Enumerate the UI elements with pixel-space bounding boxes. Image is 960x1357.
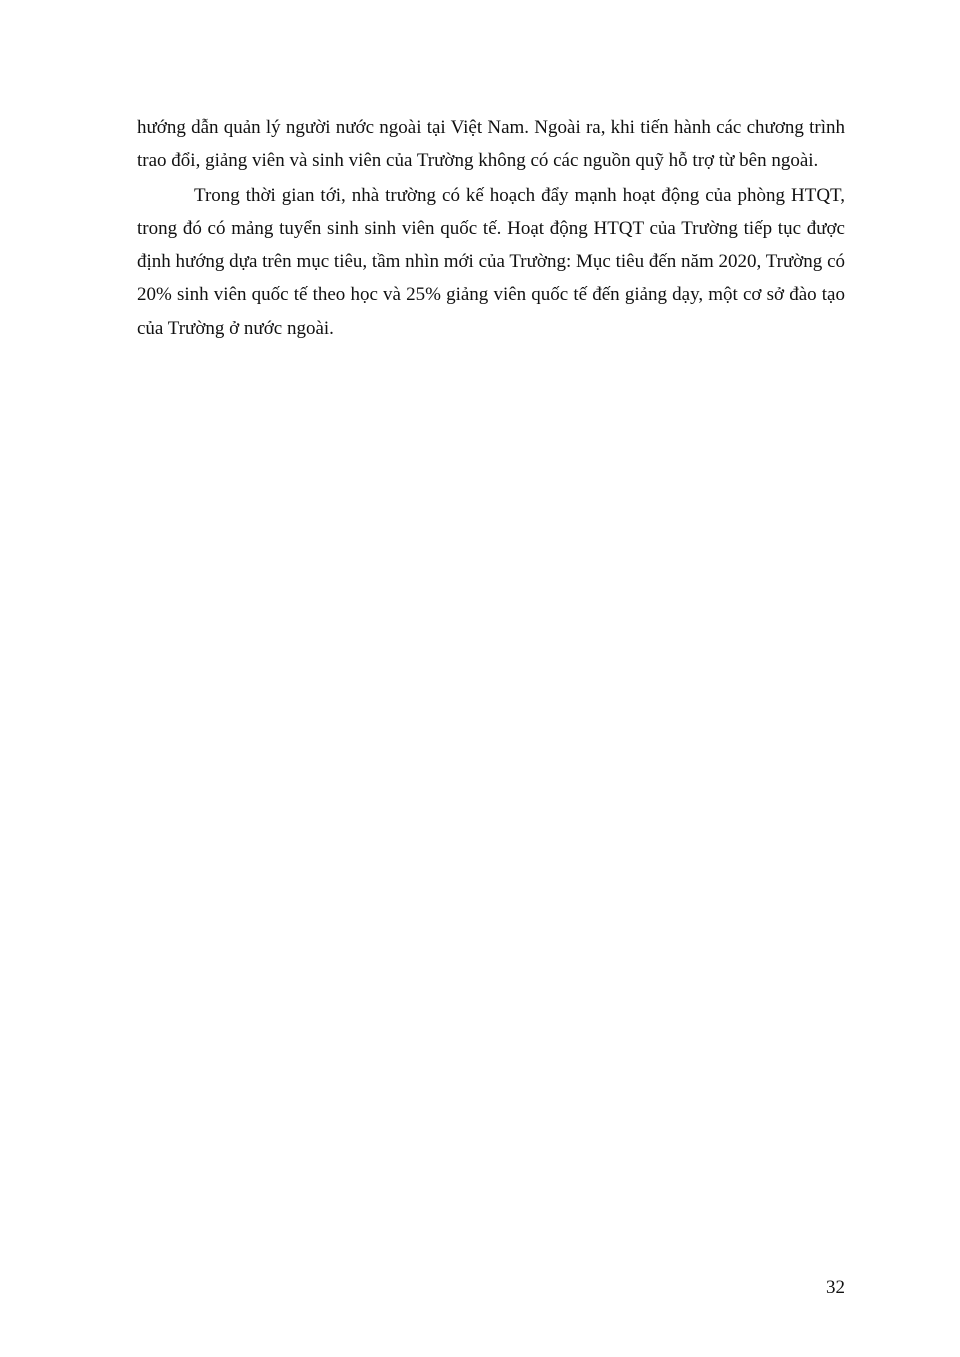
paragraph-continuation: hướng dẫn quản lý người nước ngoài tại Việt Nam. Ngoài ra, khi tiến hành các chương trình trao đổi, giảng viên và sinh viên của Trường không có các nguồn quỹ hỗ trợ từ bên ngoài. [137, 117, 845, 172]
page-number: 32 [826, 1277, 845, 1298]
body-text [137, 111, 845, 345]
paragraph-plans: Trong thời gian tới, nhà trường có kế hoạch đẩy mạnh hoạt động của phòng HTQT, trong đó có mảng tuyển sinh sinh viên quốc tế. Hoạt động HTQT của Trường tiếp tục được định hướng dựa trên mục tiêu, tầm nhìn mới của Trường: Mục tiêu đến năm 2020, Trường có 20% sinh viên quốc tế theo học và 25% giảng viên quốc tế đến giảng dạy, một cơ sở đào tạo của Trường ở nước ngoài. [137, 184, 845, 339]
